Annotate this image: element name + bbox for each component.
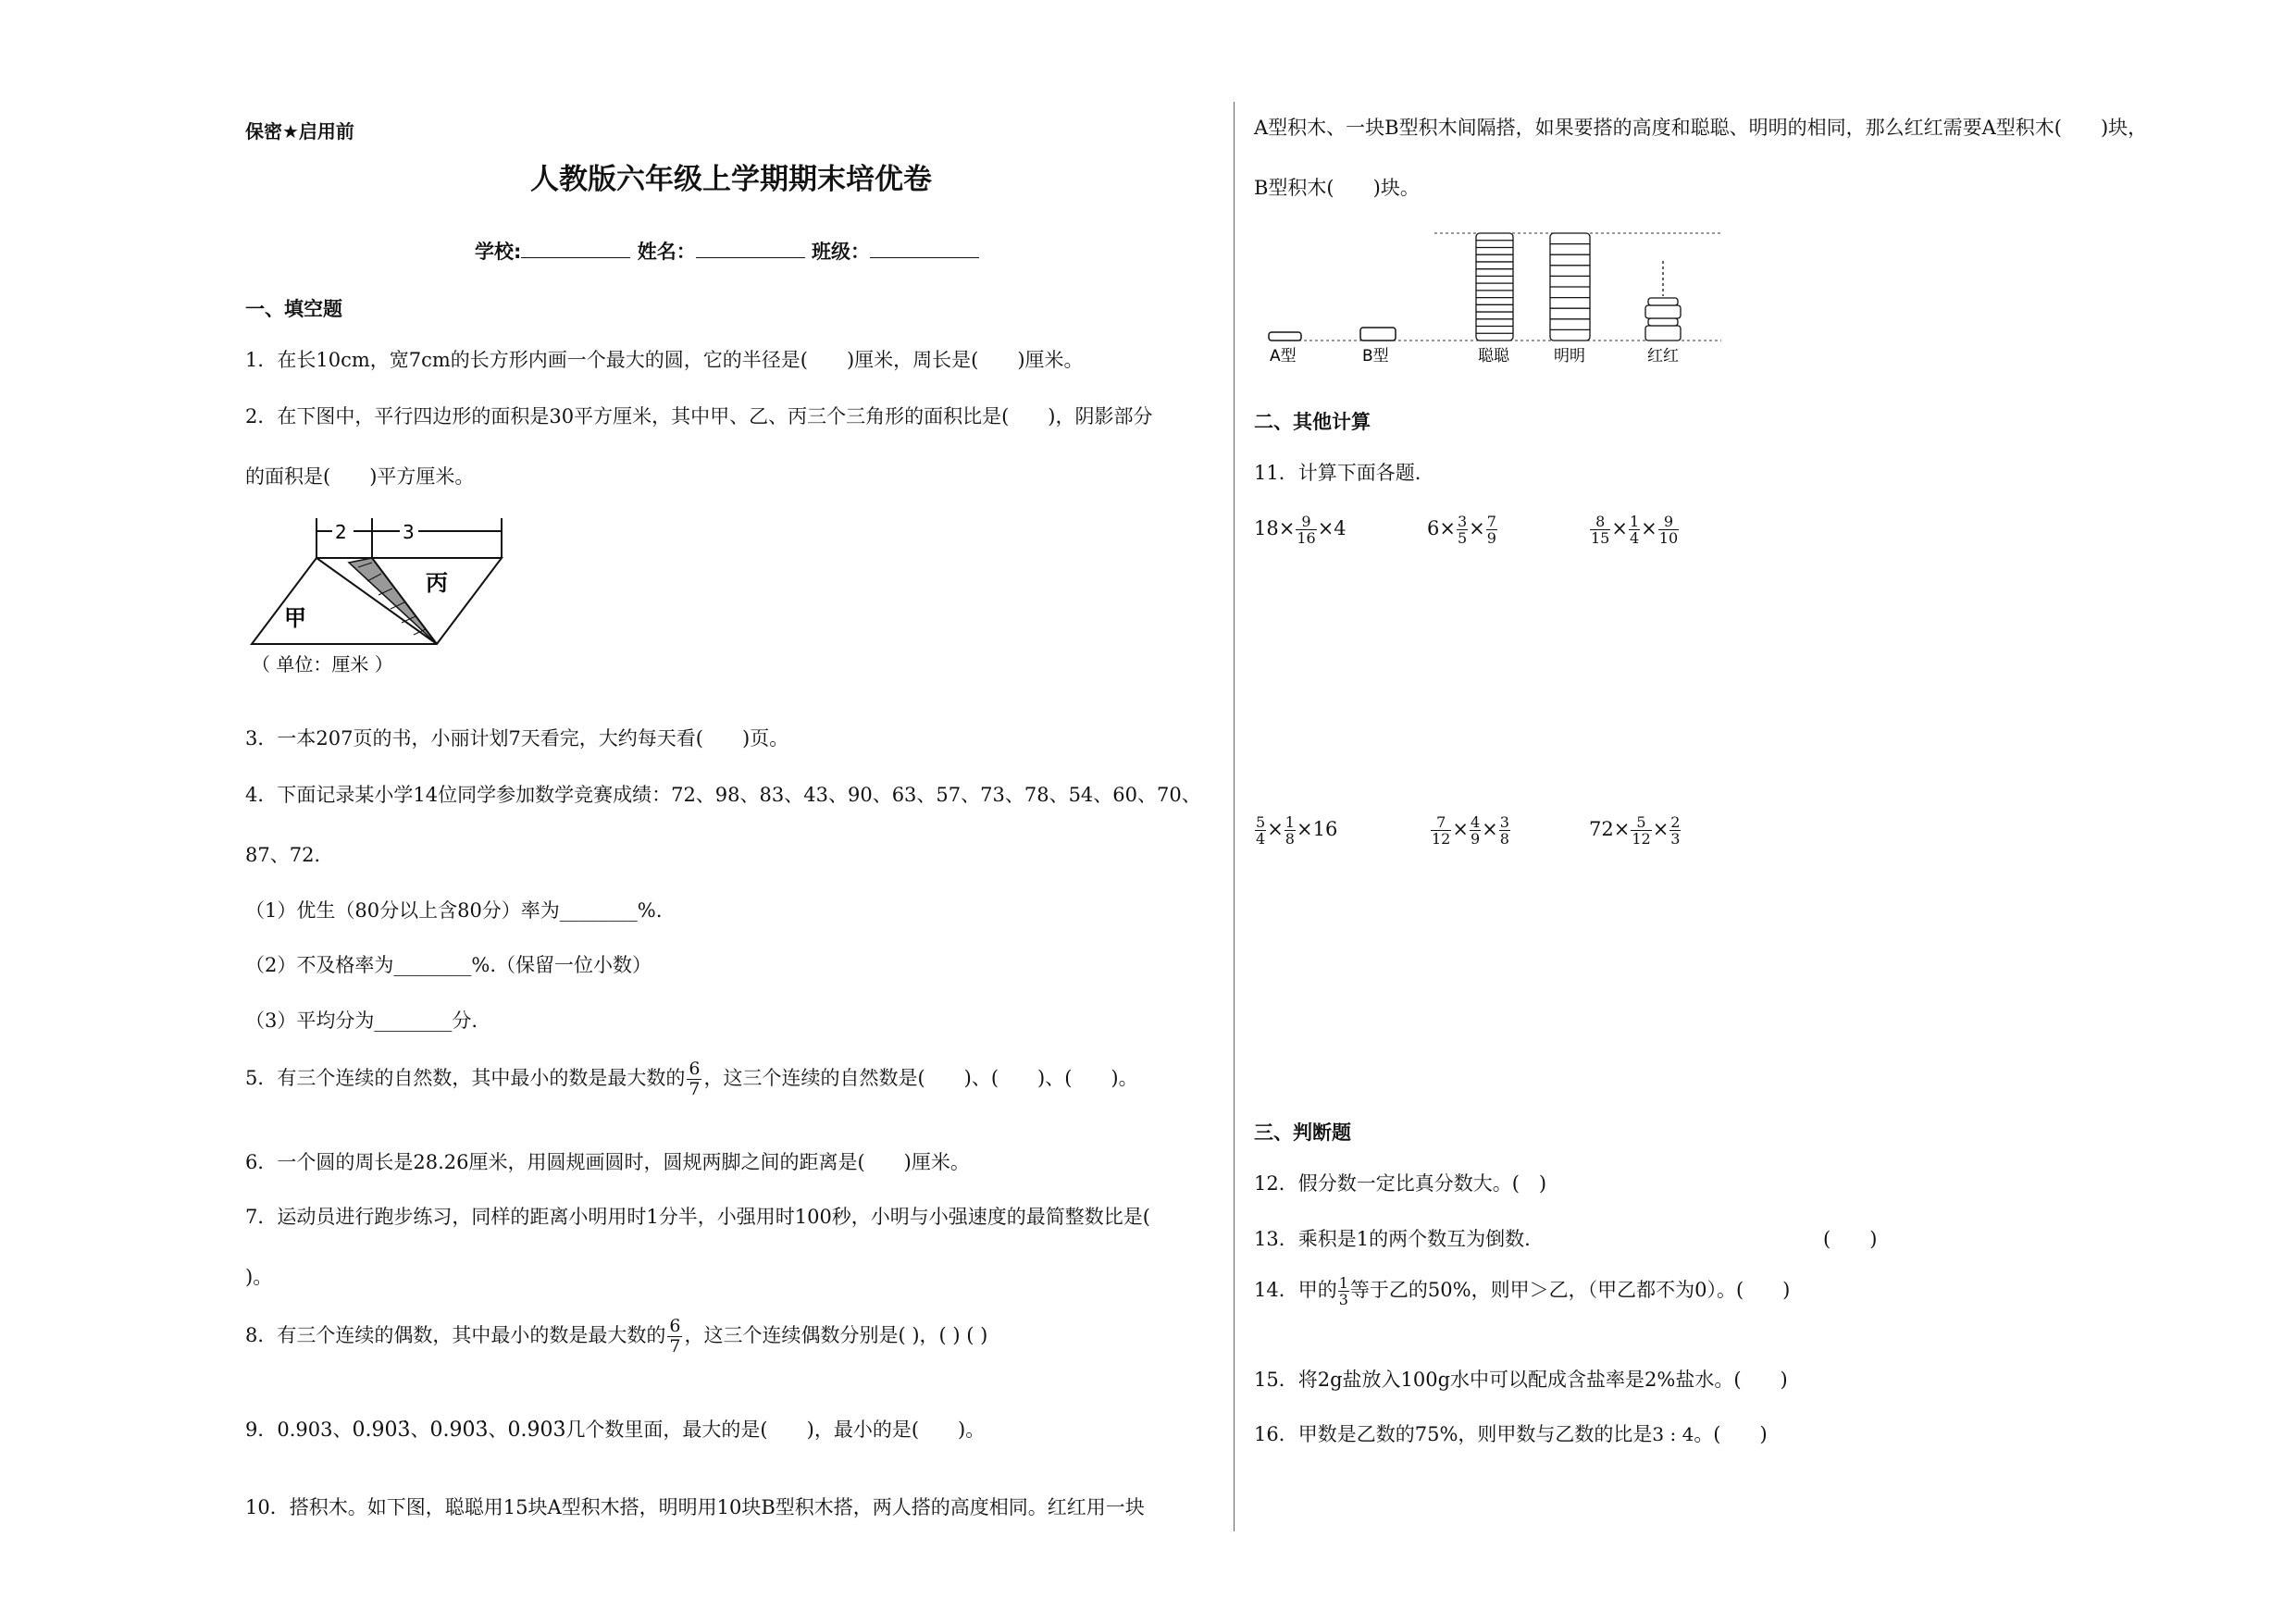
separator: 、: [410, 1419, 430, 1441]
class-label: 班级：: [812, 241, 871, 263]
q14-text-b: 等于乙的50%，则甲＞乙，（甲乙都不为0）。( ): [1349, 1279, 1791, 1301]
calc-expression-2: 6× $\frac{3}{5}$ × $\frac{7}{9}$: [1427, 513, 1496, 547]
question-7-line1: 7．运动员进行跑步练习，同样的距离小明用时1分半，小强用时100秒，小明与小强速度的最简整数比是(: [245, 1206, 1150, 1228]
blocks-figure: [1254, 222, 1735, 370]
q9-text-b: 几个数里面，最大的是( )，最小的是( )。: [565, 1419, 986, 1441]
question-14: [1254, 1275, 1790, 1307]
label-a: A型: [1270, 347, 1297, 365]
question-4-line2: 87、72．: [245, 844, 334, 866]
question-4-2: （2）不及格率为________%.（保留一位小数）: [245, 954, 652, 976]
congcong-stack: [1476, 233, 1513, 341]
question-12: 12．假分数一定比真分数大。( ): [1254, 1172, 1547, 1195]
page-title: 人教版六年级上学期期末培优卷: [530, 163, 932, 196]
calc-expression-1: 18× $\frac{9}{16}$ ×4: [1254, 513, 1347, 547]
question-3: 3．一本207页的书，小丽计划7天看完，大约每天看( )页。: [245, 727, 789, 750]
label-mingming: 明明: [1554, 347, 1585, 365]
calc-expression-3: $\frac{8}{15}$ × $\frac{1}{4}$ × $\frac{9}{10}$: [1591, 513, 1679, 547]
q9-text-a: 9．0.903、: [245, 1419, 353, 1441]
block-a-single: [1269, 332, 1301, 341]
q16-text-a: 16．甲数是乙数的75%，则甲数与乙数的比是: [1254, 1423, 1653, 1445]
q5-text-b: ，这三个连续的自然数是( )、( )、( )。: [703, 1067, 1138, 1089]
question-4-1: （1）优生（80分以上含80分）率为________%.: [245, 899, 663, 922]
question-15: 15．将2g盐放入100g水中可以配成含盐率是2%盐水。( ): [1254, 1369, 1788, 1391]
question-5: [245, 1059, 1138, 1099]
q16-text-b: 。( ): [1694, 1423, 1768, 1445]
label-bing: 丙: [426, 570, 448, 596]
school-blank[interactable]: [521, 257, 630, 258]
calc-expression-4: $\frac{5}{4}$ × $\frac{1}{8}$ ×16: [1256, 813, 1338, 848]
student-info-line: [475, 237, 979, 265]
q14-text-a: 14．甲的: [1254, 1279, 1337, 1301]
fraction: $\frac{6}{7}$: [669, 1316, 681, 1357]
label-congcong: 聪聪: [1478, 347, 1509, 365]
label-jia: 甲: [284, 605, 306, 631]
question-10-line2: A型积木、一块B型积木间隔搭，如果要搭的高度和聪聪、明明的相同，那么红红需要A型积木( )块，: [1254, 117, 2148, 139]
label-b: B型: [1362, 347, 1389, 365]
question-13: 13．乘积是1的两个数互为倒数.: [1254, 1228, 1531, 1250]
question-10-line3: B型积木( )块。: [1254, 177, 1420, 199]
ratio: 3 : 4: [1652, 1423, 1694, 1445]
honghong-stack: [1645, 261, 1681, 341]
class-blank[interactable]: [870, 257, 979, 258]
calc-expression-6: 72× $\frac{5}{12}$ × $\frac{2}{3}$: [1589, 813, 1681, 848]
name-blank[interactable]: [696, 257, 805, 258]
confidential-label: 保密★启用前: [245, 120, 354, 142]
dim-right: 3: [403, 521, 415, 543]
question-4-line1: 4．下面记录某小学14位同学参加数学竞赛成绩：72、98、83、43、90、63、57、73、78、54、60、70、: [245, 784, 1201, 806]
block-b-single: [1360, 328, 1396, 341]
section-title-fill-blank: 一、填空题: [245, 298, 342, 320]
fraction: $\frac{6}{7}$: [689, 1059, 701, 1099]
q8-text-a: 8．有三个连续的偶数，其中最小的数是最大数的: [245, 1324, 666, 1346]
question-1: 1．在长10cm，宽7cm的长方形内画一个最大的圆，它的半径是( )厘米，周长是( )厘米。: [245, 349, 1084, 371]
question-7-line2: )。: [245, 1266, 273, 1288]
question-8: [245, 1317, 987, 1357]
question-4-3: （3）平均分为________分.: [245, 1010, 478, 1032]
repeating-decimal-2: 0.90̇3̇: [429, 1419, 489, 1442]
repeating-decimal-1: 0.903̇: [352, 1419, 411, 1442]
fraction: $\frac{1}{3}$: [1338, 1274, 1348, 1308]
repeating-decimal-3: 0.9̇03̇: [507, 1419, 566, 1442]
unit-label: （ 单位：厘米 ）: [252, 653, 393, 675]
parallelogram-figure: [242, 507, 520, 678]
question-9: [245, 1417, 985, 1443]
question-16: [1254, 1421, 1768, 1447]
q8-text-b: ，这三个连续偶数分别是( )，( ) ( ): [684, 1324, 988, 1346]
section-title-judgment: 三、判断题: [1254, 1121, 1351, 1144]
question-2-line1: 2．在下图中，平行四边形的面积是30平方厘米，其中甲、乙、丙三个三角形的面积比是( )，阴影部分: [245, 405, 1153, 427]
label-honghong: 红红: [1647, 347, 1679, 365]
school-label: 学校:: [475, 241, 522, 263]
question-13-answer-paren[interactable]: ( ): [1823, 1228, 1878, 1250]
name-label: 姓名：: [637, 241, 696, 263]
separator: 、: [488, 1419, 508, 1441]
q5-text-a: 5．有三个连续的自然数，其中最小的数是最大数的: [245, 1067, 686, 1089]
calc-expression-5: $\frac{7}{12}$ × $\frac{4}{9}$ × $\frac{3}{8}$: [1432, 813, 1509, 848]
question-10-line1: 10．搭积木。如下图，聪聪用15块A型积木搭，明明用10块B型积木搭，两人搭的高度相同。红红用一块: [245, 1496, 1145, 1518]
column-divider: [1234, 102, 1235, 1531]
question-6: 6．一个圆的周长是28.26厘米，用圆规画圆时，圆规两脚之间的距离是( )厘米。: [245, 1151, 970, 1173]
question-2-line2: 的面积是( )平方厘米。: [245, 465, 475, 488]
dim-left: 2: [335, 521, 347, 543]
question-11: 11．计算下面各题.: [1254, 462, 1421, 484]
section-title-other-calc: 二、其他计算: [1254, 411, 1371, 433]
mingming-stack: [1550, 233, 1590, 341]
